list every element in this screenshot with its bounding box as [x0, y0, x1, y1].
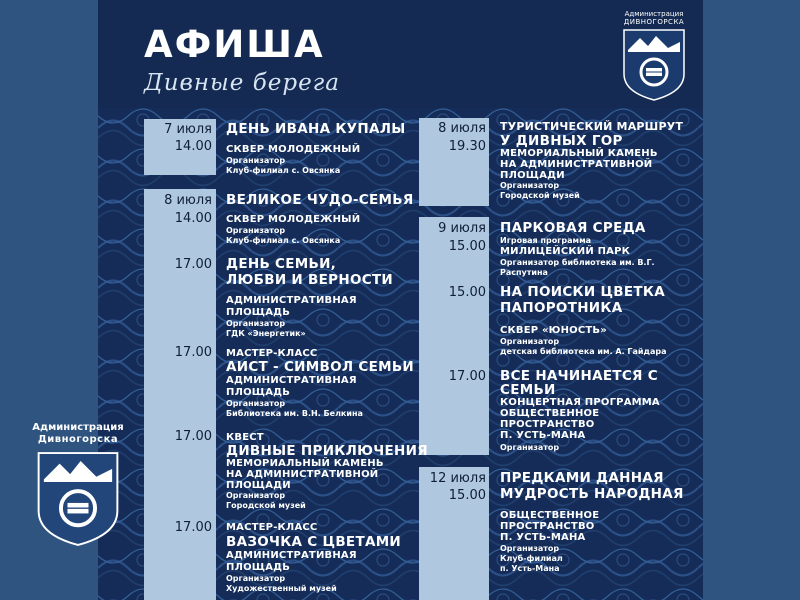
organizer-label: Организатор	[226, 156, 286, 165]
event-title: ТУРИСТИЧЕСКИЙ МАРШРУТ	[500, 120, 684, 133]
event-kind: Игровая программа	[500, 236, 592, 245]
event-title-line2: ЛЮБВИ И ВЕРНОСТИ	[226, 272, 394, 288]
coat-of-arms-icon	[36, 449, 120, 549]
organizer-name: Организатор библиотека им. В.Г.	[500, 258, 655, 267]
event-location: СКВЕР МОЛОДЕЖНЫЙ	[226, 214, 361, 225]
logo-crest	[618, 10, 690, 102]
event-title-line2: ПАПОРОТНИКА	[500, 300, 623, 316]
event-location-line3: П. УСТЬ-МАНА	[500, 430, 586, 441]
event-location-line2: ПЛОЩАДЬ	[226, 307, 291, 318]
event-time: 14.00	[174, 211, 212, 226]
date-label: 12 июля	[429, 471, 486, 486]
organizer-label: Организатор	[500, 337, 560, 346]
date-label: 8 июля	[164, 193, 212, 208]
organizer-label: Организатор	[500, 181, 560, 190]
organizer-name: Клуб-филиал с. Овсянка	[226, 166, 341, 175]
side-logo	[28, 422, 128, 552]
organizer-name: Библиотека им. В.Н. Белкина	[226, 409, 363, 418]
event-title: ПРЕДКАМИ ДАННАЯ	[500, 470, 664, 486]
event-title-line2: У ДИВНЫХ ГОР	[500, 133, 623, 149]
event-time: 14.00	[174, 139, 212, 154]
event-title: ДЕНЬ ИВАНА КУПАЛЫ	[226, 121, 406, 137]
event-time: 17.00	[448, 369, 486, 384]
organizer-name-line2: п. Усть-Мана	[500, 564, 560, 573]
event-location-line2: ПЛОЩАДЬ	[226, 562, 291, 573]
poster-subtitle: Дивные берега	[144, 70, 341, 96]
organizer-label: Организатор	[226, 491, 286, 500]
organizer-label: Организатор	[226, 574, 286, 583]
organizer-name: Городской музей	[500, 191, 580, 200]
event-location: ОБЩЕСТВЕННОЕ	[500, 408, 600, 419]
event-location-line2: ПРОСТРАНСТВО	[500, 419, 595, 430]
event-location-line3: ПЛОЩАДИ	[500, 170, 565, 181]
event-kind: МАСТЕР-КЛАСС	[226, 522, 318, 533]
event-kind: МАСТЕР-КЛАСС	[226, 348, 318, 359]
organizer-label: Организатор	[226, 399, 286, 408]
event-location: СКВЕР МОЛОДЕЖНЫЙ	[226, 144, 361, 155]
logo-line1: Администрация	[624, 10, 684, 18]
event-location-line3: П. УСТЬ-МАНА	[500, 532, 586, 543]
event-kind: КОНЦЕРТНАЯ ПРОГРАММА	[500, 397, 660, 408]
event-title-line2: СЕМЬИ	[500, 382, 556, 398]
side-logo-line1: Администрация	[32, 422, 124, 433]
organizer-name: Художественный музей	[226, 584, 337, 593]
event-location: МИЛИЦЕЙСКИЙ ПАРК	[500, 246, 631, 257]
event-time: 15.00	[448, 239, 486, 254]
event-time: 17.00	[174, 257, 212, 272]
event-location-line2: НА АДМИНИСТРАТИВНОЙ	[500, 159, 653, 170]
organizer-name: ГДК «Энергетик»	[226, 329, 306, 338]
event-time: 17.00	[174, 520, 212, 535]
event-location: АДМИНИСТРАТИВНАЯ	[226, 295, 357, 306]
event-location: МЕМОРИАЛЬНЫЙ КАМЕНЬ	[226, 458, 384, 469]
right-side-background	[703, 0, 800, 600]
organizer-name: Городской музей	[226, 501, 306, 510]
event-location: АДМИНИСТРАТИВНАЯ	[226, 550, 357, 561]
event-title: ВАЗОЧКА С ЦВЕТАМИ	[226, 534, 402, 550]
event-location: АДМИНИСТРАТИВНАЯ	[226, 375, 357, 386]
organizer-name: Клуб-филиал	[500, 554, 563, 563]
event-location-line3: ПЛОЩАДИ	[226, 480, 291, 491]
organizer-label: Организатор	[500, 443, 560, 452]
logo-line2: ДИВНОГОРСКА	[623, 18, 685, 26]
organizer-name-line2: Распутина	[500, 268, 548, 277]
date-label: 9 июля	[438, 221, 486, 236]
side-logo-line2: Дивногорска	[37, 434, 119, 445]
event-location-line2: ПРОСТРАНСТВО	[500, 521, 595, 532]
event-location-line2: ПЛОЩАДЬ	[226, 387, 291, 398]
event-title: НА ПОИСКИ ЦВЕТКА	[500, 284, 665, 300]
event-title: АИСТ - СИМВОЛ СЕМЬИ	[226, 359, 415, 375]
event-location: СКВЕР «ЮНОСТЬ»	[500, 325, 607, 336]
date-label: 8 июля	[438, 121, 486, 136]
event-location-line2: НА АДМИНИСТРАТИВНОЙ	[226, 469, 379, 480]
block-title: ПАРКОВАЯ СРЕДА	[500, 220, 646, 236]
organizer-name: детская библиотека им. А. Гайдара	[500, 347, 667, 356]
event-time: 17.00	[174, 345, 212, 360]
block-title: ВЕЛИКОЕ ЧУДО-СЕМЬЯ	[226, 192, 414, 208]
poster	[98, 0, 703, 600]
coat-of-arms-icon	[622, 28, 686, 102]
event-location: ОБЩЕСТВЕННОЕ	[500, 510, 600, 521]
event-title: ДИВНЫЕ ПРИКЛЮЧЕНИЯ	[226, 443, 428, 459]
date-column-8-july	[144, 189, 216, 600]
organizer-label: Организатор	[500, 544, 560, 553]
date-label: 7 июля	[164, 122, 212, 137]
event-time: 19.30	[448, 139, 486, 154]
event-title-line2: МУДРОСТЬ НАРОДНАЯ	[500, 486, 684, 502]
event-time: 17.00	[174, 429, 212, 444]
event-location: МЕМОРИАЛЬНЫЙ КАМЕНЬ	[500, 148, 658, 159]
event-time: 15.00	[448, 285, 486, 300]
date-column-12-july	[419, 467, 489, 600]
organizer-name: Клуб-филиал с. Овсянка	[226, 236, 341, 245]
event-time: 15.00	[448, 488, 486, 503]
event-title: ДЕНЬ СЕМЬИ,	[226, 256, 337, 272]
event-kind: КВЕСТ	[226, 432, 264, 443]
organizer-label: Организатор	[226, 226, 286, 235]
organizer-label: Организатор	[226, 319, 286, 328]
event-title: ВСЕ НАЧИНАЕТСЯ С	[500, 368, 658, 384]
poster-title: АФИША	[144, 23, 325, 66]
